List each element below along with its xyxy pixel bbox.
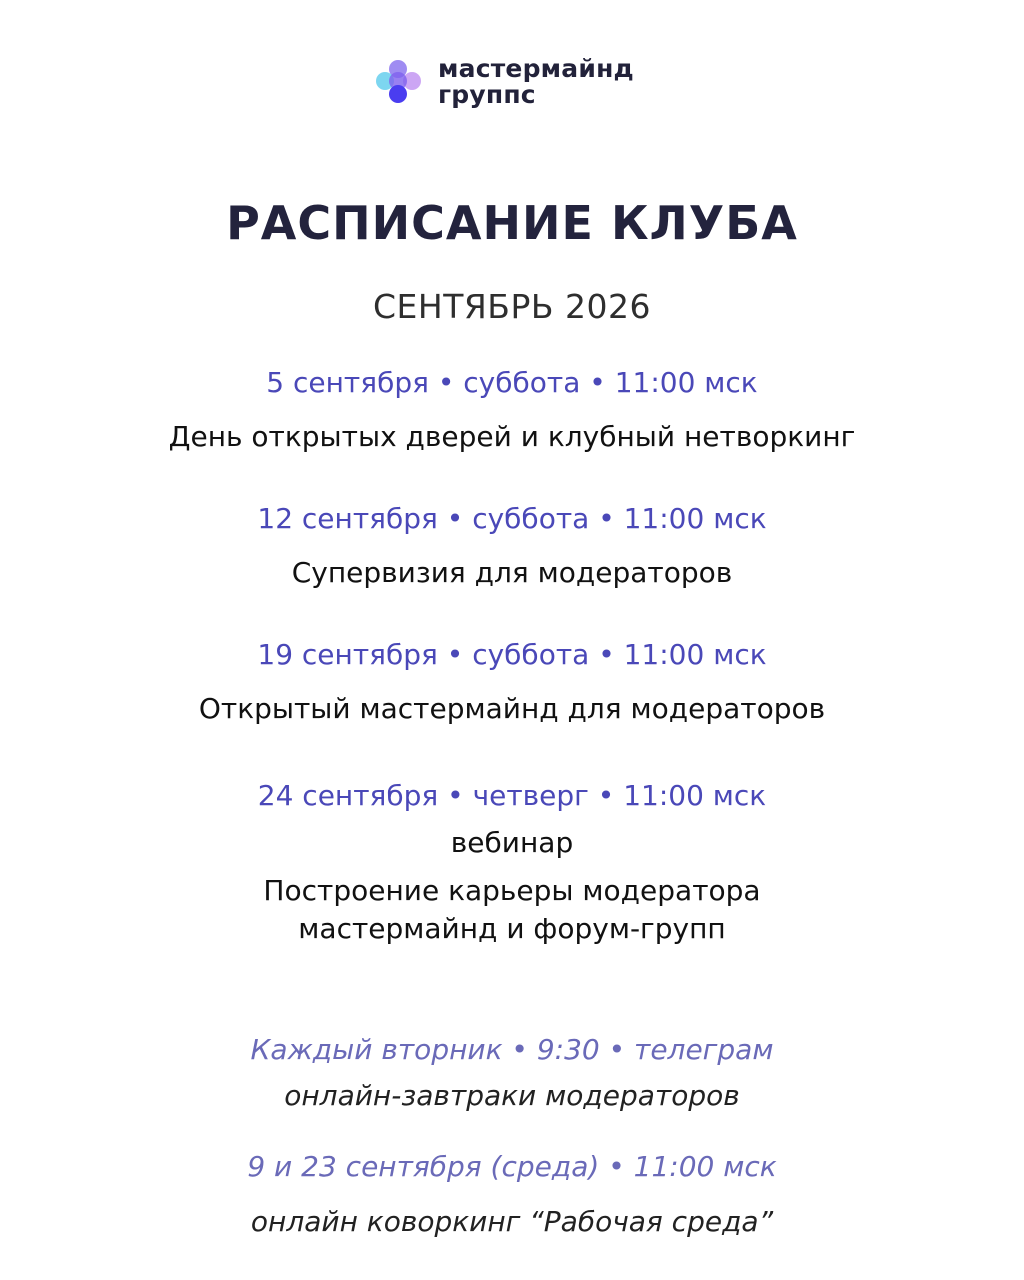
brand-logo: [372, 52, 634, 112]
brand-name: [438, 56, 634, 108]
page-title: РАСПИСАНИЕ КЛУБА: [226, 196, 798, 250]
event-2-datetime: 12 сентября • суббота • 11:00 мск: [257, 502, 767, 535]
page-subtitle: СЕНТЯБРЬ 2026: [373, 287, 651, 326]
brand-mark-icon: [372, 54, 424, 110]
event-4-datetime: 24 сентября • четверг • 11:00 мск: [257, 779, 767, 812]
recurring-1-title: онлайн-завтраки модераторов: [284, 1079, 740, 1112]
brand-name-line2: группс: [438, 80, 536, 109]
event-4-title-line2: мастермайнд и форум-групп: [298, 912, 726, 945]
recurring-2-datetime: 9 и 23 сентября (среда) • 11:00 мск: [247, 1150, 777, 1183]
event-3-datetime: 19 сентября • суббота • 11:00 мск: [257, 638, 767, 671]
event-4-type: вебинар: [450, 826, 574, 859]
recurring-1-datetime: Каждый вторник • 9:30 • телеграм: [250, 1033, 774, 1066]
event-2-title: Супервизия для модераторов: [291, 556, 733, 589]
event-4-title-line1: Построение карьеры модератора: [263, 874, 761, 907]
event-1-datetime: 5 сентября • суббота • 11:00 мск: [266, 366, 758, 399]
event-1-title: День открытых дверей и клубный нетворкинг: [168, 420, 856, 453]
recurring-2-title: онлайн коворкинг “Рабочая среда”: [250, 1205, 774, 1238]
brand-name-line1: мастермайнд: [438, 54, 634, 83]
event-3-title: Открытый мастермайнд для модераторов: [198, 692, 826, 725]
